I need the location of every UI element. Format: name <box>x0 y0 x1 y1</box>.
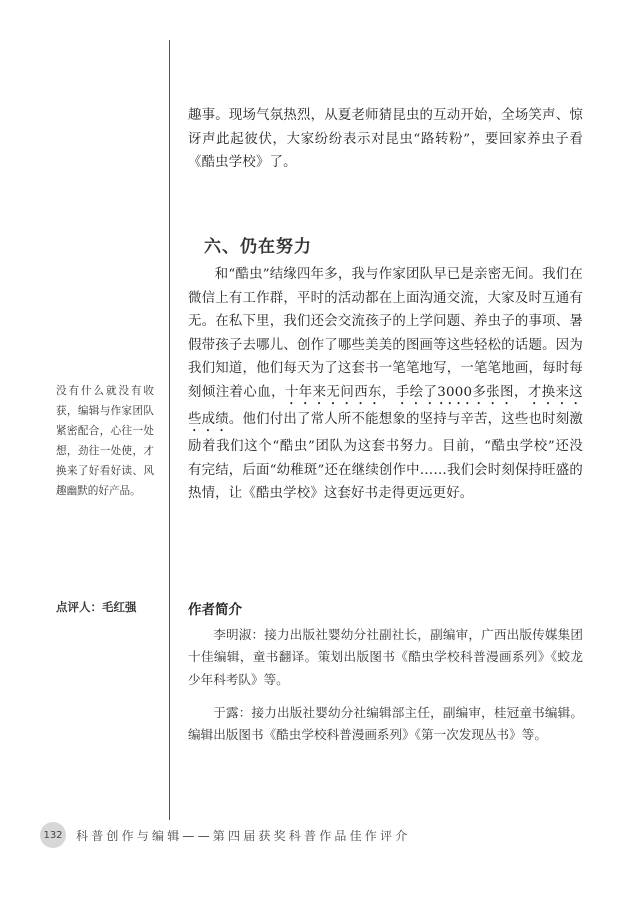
side-comment: 没有什么就没有收获，编辑与作家团队紧密配合，心往一处想，劲往一处使，才换来了好看好读、风趣幽默的好产品。 <box>56 385 154 497</box>
author-intro-title: 作者简介 <box>188 602 242 618</box>
page-number: 132 <box>40 822 66 848</box>
section-body <box>188 263 583 506</box>
continuation-paragraph <box>188 104 583 175</box>
section-body-part1: 和“酷虫”结缘四年多，我与作家团队早已是亲密无间。我们在微信上有工作群，平时的活动都在上面沟通交流，大家及时互通有无。在私下里，我们还会交流孩子的上学问题、养虫子的事项、暑假带孩子去哪儿、创作了哪些美美的图画等这些轻松的话题。因为我们知道，他们每天为了这套书一笔笔地写，一笔笔地画，每时每刻倾注着心血， <box>188 267 583 400</box>
column-divider <box>169 40 170 820</box>
continuation-text: 趣事。现场气氛热烈，从夏老师猜昆虫的互动开始，全场笑声、惊讶声此起彼伏，大家纷纷表示对昆虫“路转粉”，要回家养虫子看《酷虫学校》了。 <box>188 108 583 171</box>
emphasized-text: 十年来无问西东，手绘了3000多张图，才换来这些成绩 <box>188 384 583 427</box>
running-title: 科普创作与编辑——第四届获奖科普作品佳作评介 <box>76 828 411 843</box>
page-footer <box>40 822 410 848</box>
section-body-paragraph <box>188 263 583 506</box>
author-bio-2: 于露：接力出版社婴幼分社编辑部主任，副编审，桂冠童书编辑。编辑出版图书《酷虫学校科普漫画系列》《第一次发现丛书》等。 <box>188 705 583 743</box>
section-body-part2: 。他们付出了常人所不能想象的坚持与辛苦，这些也时刻激励着我们这个“酷虫”团队为这套书努力。目前，“酷虫学校”还没有完结，后面“幼稚斑”还在继续创作中……我们会时刻保持旺盛的热情，让《酷虫学校》这套好书走得更远更好。 <box>188 411 583 502</box>
section-heading: 六、仍在努力 <box>204 237 312 257</box>
author-bio-1: 李明淑：接力出版社婴幼分社副社长，副编审，广西出版传媒集团十佳编辑，童书翻译。策划出版图书《酷虫学校科普漫画系列》《蛟龙少年科考队》等。 <box>188 627 583 687</box>
reviewer-label: 点评人：毛红强 <box>56 600 137 614</box>
